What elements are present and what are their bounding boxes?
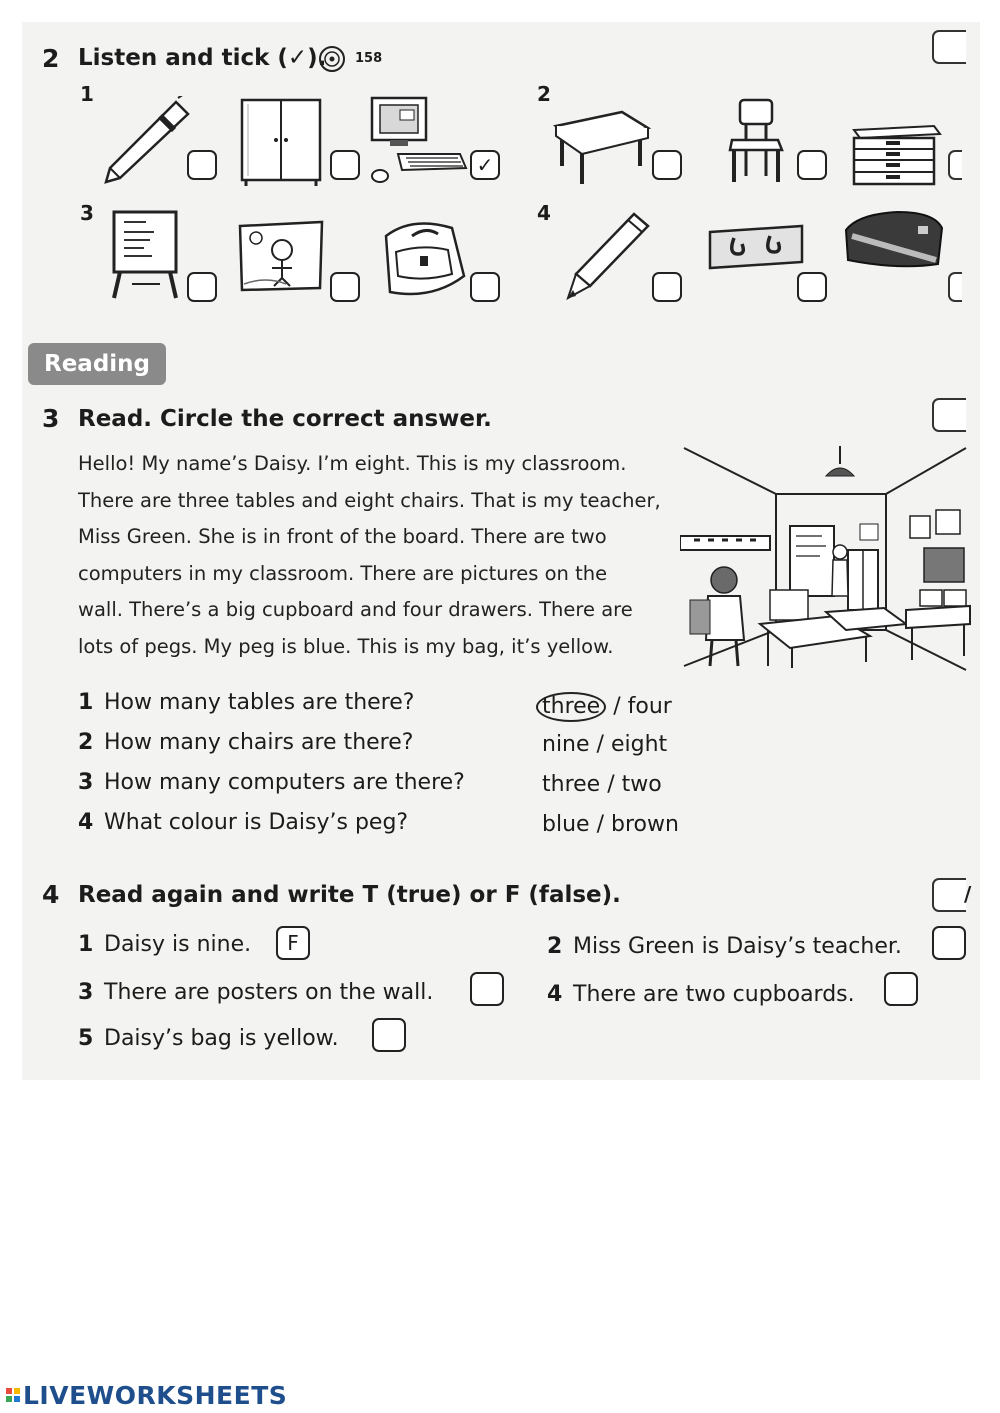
pencil-picture xyxy=(564,210,652,302)
logo-grid-icon xyxy=(6,1388,20,1402)
question-number: 1 xyxy=(78,690,94,715)
tick-box-2b[interactable] xyxy=(797,150,827,180)
picture-drawing-picture xyxy=(236,220,326,292)
answer-option[interactable]: two xyxy=(621,772,662,797)
audio-cd-icon[interactable] xyxy=(318,45,346,77)
answer-box-5[interactable] xyxy=(372,1018,406,1052)
question-text: How many computers are there? xyxy=(104,770,465,795)
statement-text: Miss Green is Daisy’s teacher. xyxy=(573,934,902,959)
question-3 xyxy=(78,770,465,795)
logo-text: LIVEWORKSHEETS xyxy=(23,1380,288,1410)
tick-box-3b[interactable] xyxy=(330,272,360,302)
tick-box-1b[interactable] xyxy=(330,150,360,180)
classroom-illustration xyxy=(680,440,972,672)
group-4-number: 4 xyxy=(537,201,551,225)
paragraph-line: computers in my classroom. There are pictures on the xyxy=(78,561,608,585)
tick-box-4c[interactable] xyxy=(948,272,962,302)
table-picture xyxy=(552,106,652,188)
cupboard-picture xyxy=(236,98,326,188)
paragraph-line: wall. There’s a big cupboard and four drawers. There are xyxy=(78,598,633,621)
paragraph-line: There are three tables and eight chairs. That is my teacher, xyxy=(78,488,661,512)
question-number: 3 xyxy=(78,770,94,795)
answer-choices-1 xyxy=(542,692,672,722)
chair-picture xyxy=(726,96,786,186)
answer-choices-2 xyxy=(542,732,667,757)
question-4 xyxy=(78,810,408,835)
exercise-2-title: Listen and tick (✓). xyxy=(78,45,327,71)
exercise-3-number: 3 xyxy=(42,404,60,433)
answer-separator: / xyxy=(607,772,615,797)
tick-box-4b[interactable] xyxy=(797,272,827,302)
tick-box-2c[interactable] xyxy=(948,150,962,180)
statement-number: 4 xyxy=(547,982,563,1007)
paragraph-line: Hello! My name’s Daisy. I’m eight. This is my classroom. xyxy=(78,452,627,475)
answer-choices-3 xyxy=(542,772,662,797)
answer-option[interactable]: blue xyxy=(542,812,590,837)
tick-box-2a[interactable] xyxy=(652,150,682,180)
answer-separator: / xyxy=(613,694,621,719)
group-2-number: 2 xyxy=(537,82,551,106)
answer-option[interactable]: eight xyxy=(610,732,668,757)
score-box xyxy=(932,398,966,432)
answer-option[interactable]: nine xyxy=(542,732,590,757)
tick-box-1c[interactable]: ✓ xyxy=(470,150,500,180)
answer-box-2[interactable] xyxy=(932,926,966,960)
statement-number: 5 xyxy=(78,1026,94,1051)
tick-box-1a[interactable] xyxy=(187,150,217,180)
statement-4 xyxy=(547,982,855,1007)
pen-picture xyxy=(98,96,193,186)
statement-number: 3 xyxy=(78,980,94,1005)
question-text: How many tables are there? xyxy=(104,690,415,715)
answer-option[interactable]: four xyxy=(627,694,672,719)
answer-option[interactable]: brown xyxy=(610,812,679,837)
question-number: 2 xyxy=(78,730,94,755)
question-text: What colour is Daisy’s peg? xyxy=(104,810,409,835)
statement-2 xyxy=(547,934,902,959)
statement-text: There are two cupboards. xyxy=(573,982,855,1007)
answer-box-1[interactable]: F xyxy=(276,926,310,960)
question-1 xyxy=(78,690,414,715)
audio-track-number: 158 xyxy=(355,51,383,66)
statement-5 xyxy=(78,1026,339,1051)
question-2 xyxy=(78,730,413,755)
reading-paragraph xyxy=(78,446,688,665)
group-3-number: 3 xyxy=(80,201,94,225)
statement-text: There are posters on the wall. xyxy=(104,980,434,1005)
computer-picture xyxy=(368,96,468,190)
liveworksheets-logo[interactable] xyxy=(6,1380,287,1410)
pencil-case-picture xyxy=(838,208,948,272)
tick-box-3a[interactable] xyxy=(187,272,217,302)
answer-choices-4 xyxy=(542,812,679,837)
question-number: 4 xyxy=(78,810,94,835)
question-text: How many chairs are there? xyxy=(104,730,414,755)
answer-box-4[interactable] xyxy=(884,972,918,1006)
paragraph-line: lots of pegs. My peg is blue. This is my bag, it’s yellow. xyxy=(78,634,614,658)
score-box xyxy=(932,878,966,912)
exercise-4-number: 4 xyxy=(42,880,60,909)
board-picture xyxy=(110,208,182,302)
tick-box-3c[interactable] xyxy=(470,272,500,302)
paragraph-line: Miss Green. She is in front of the board. There are two xyxy=(78,525,607,548)
statement-text: Daisy is nine. xyxy=(104,932,252,957)
section-tab-reading: Reading xyxy=(28,343,166,385)
statement-text: Daisy’s bag is yellow. xyxy=(104,1026,339,1051)
bag-picture xyxy=(372,216,470,300)
answer-option-selected[interactable]: three xyxy=(536,692,606,722)
exercise-4-title: Read again and write T (true) or F (false). xyxy=(78,882,621,908)
exercise-3-title: Read. Circle the correct answer. xyxy=(78,406,492,432)
statement-number: 1 xyxy=(78,932,94,957)
answer-separator: / xyxy=(596,812,604,837)
pegs-picture xyxy=(706,224,806,272)
answer-separator: / xyxy=(596,732,604,757)
answer-option[interactable]: three xyxy=(542,772,601,797)
statement-1 xyxy=(78,932,251,957)
group-1-number: 1 xyxy=(80,82,94,106)
score-box xyxy=(932,30,966,64)
tick-box-4a[interactable] xyxy=(652,272,682,302)
exercise-2-number: 2 xyxy=(42,44,60,73)
drawers-picture xyxy=(846,122,944,188)
score-mark: / xyxy=(964,882,972,906)
statement-3 xyxy=(78,980,433,1005)
answer-box-3[interactable] xyxy=(470,972,504,1006)
statement-number: 2 xyxy=(547,934,563,959)
